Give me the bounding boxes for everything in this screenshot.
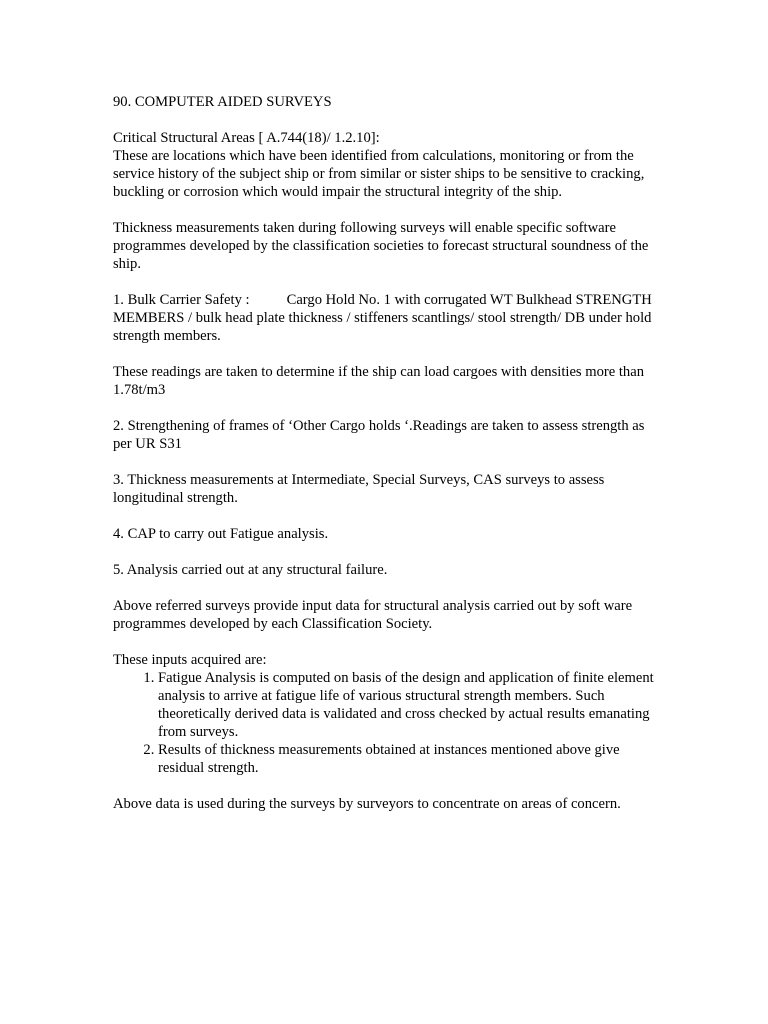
item-1-paragraph — [113, 291, 658, 345]
document-title: 90. COMPUTER AIDED SURVEYS — [113, 94, 332, 110]
above-referred-paragraph: Above referred surveys provide input data for structural analysis carried out by soft ware programmes developed by each Classification Society. — [113, 598, 633, 632]
closing-paragraph: Above data is used during the surveys by surveyors to concentrate on areas of concern. — [113, 796, 621, 812]
list-item: 1. Fatigue Analysis is computed on basis of the design and application of finite element analysis to arrive at fatigue life of various structural strength members. Such theoretically derived data is validated and cross checked by actual results emanating from surveys. — [158, 669, 658, 741]
inputs-intro: These inputs acquired are: — [113, 652, 267, 668]
item-5-paragraph: 5. Analysis carried out at any structural failure. — [113, 562, 388, 578]
item-1-label: 1. Bulk Carrier Safety : — [113, 292, 250, 308]
item-3-paragraph: 3. Thickness measurements at Intermediate, Special Surveys, CAS surveys to assess longitudinal strength. — [113, 472, 605, 506]
item-4-paragraph: 4. CAP to carry out Fatigue analysis. — [113, 526, 329, 542]
item-1-text: Cargo Hold No. 1 with corrugated WT Bulkhead STRENGTH MEMBERS / bulk head plate thickness / stiffeners scantlings/ stool strength/ DB under hold strength members. — [113, 292, 652, 344]
readings-paragraph: These readings are taken to determine if the ship can load cargoes with densities more than 1.78t/m3 — [113, 364, 645, 398]
document-page — [113, 93, 658, 831]
item-2-paragraph: 2. Strengthening of frames of ‘Other Cargo holds ‘.Readings are taken to assess strength as per UR S31 — [113, 418, 645, 452]
critical-areas-body: These are locations which have been identified from calculations, monitoring or from the service history of the subject ship or from similar or sister ships to be sensitive to cracking, buckling or corrosion which would impair the structural integrity of the ship. — [113, 148, 645, 200]
inputs-list — [113, 669, 658, 777]
thickness-paragraph: Thickness measurements taken during following surveys will enable specific software programmes developed by the classification societies to forecast structural soundness of the ship. — [113, 220, 649, 272]
list-item: 2. Results of thickness measurements obtained at instances mentioned above give residual strength. — [158, 741, 658, 777]
critical-areas-heading: Critical Structural Areas [ A.744(18)/ 1.2.10]: — [113, 130, 380, 146]
